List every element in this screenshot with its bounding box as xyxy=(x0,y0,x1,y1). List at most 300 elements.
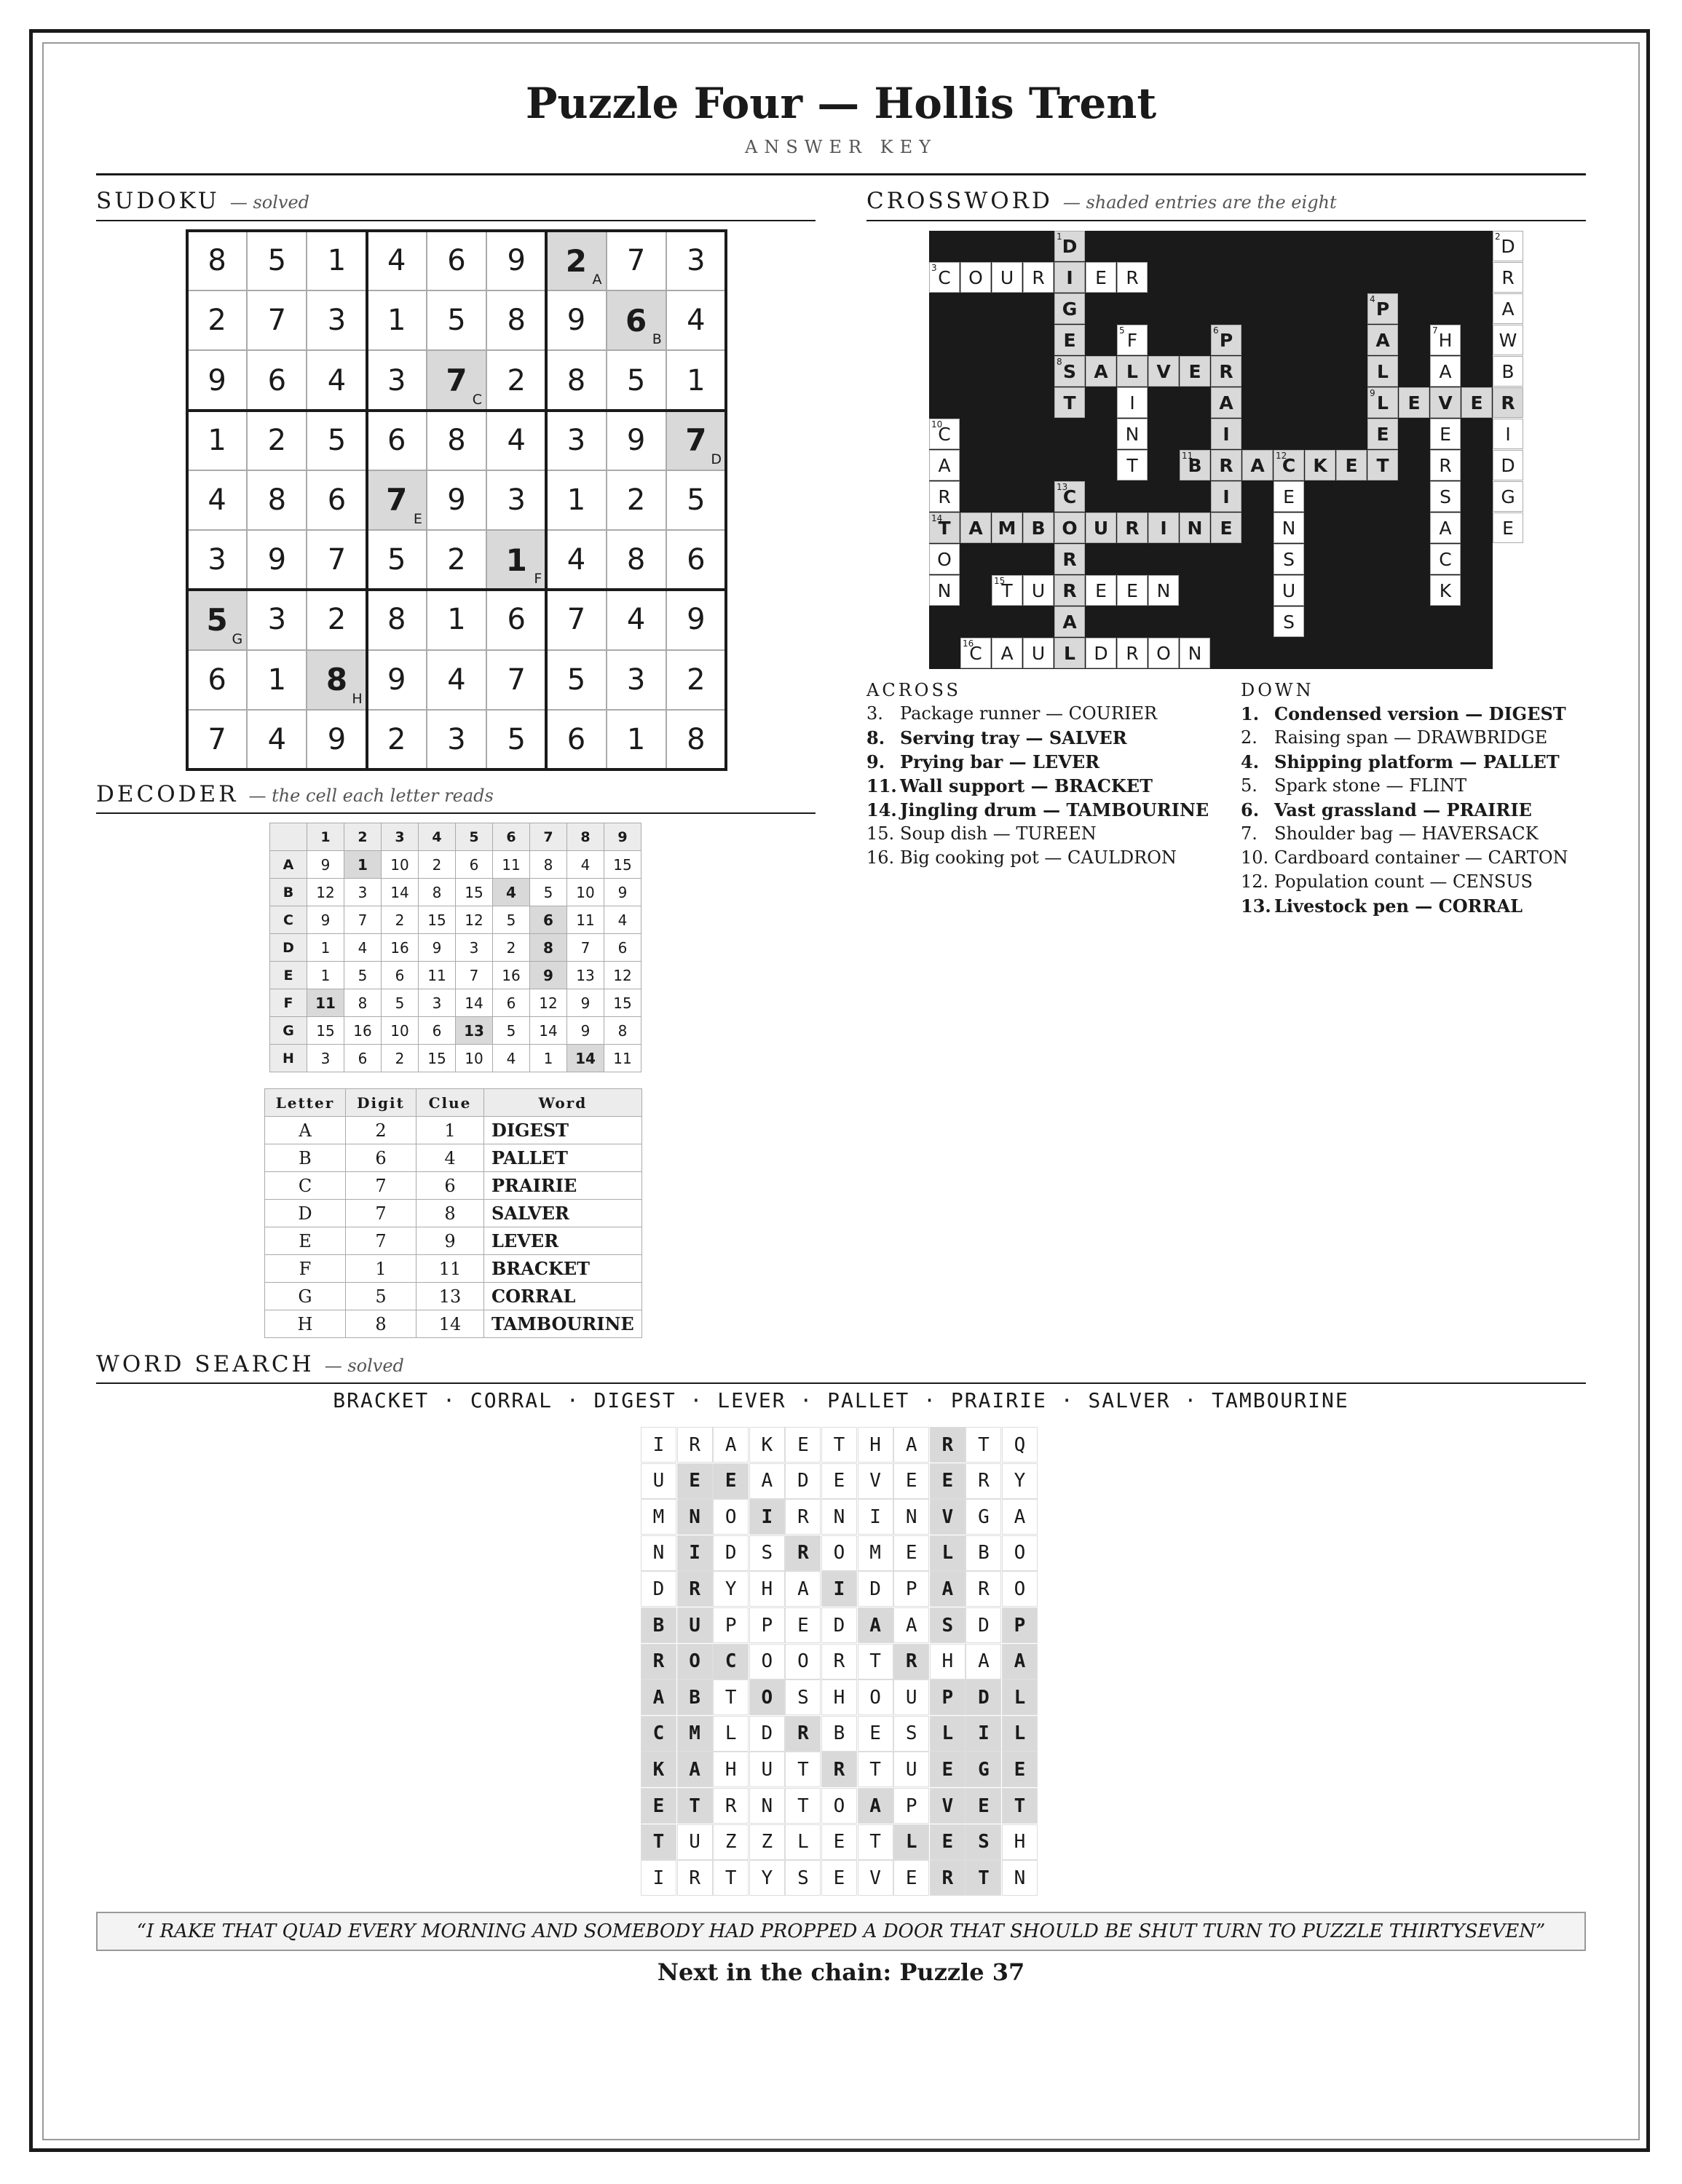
decoder-cell: 1 xyxy=(307,962,344,989)
decoder-cell: 15 xyxy=(604,989,641,1017)
sudoku-cell xyxy=(247,411,307,470)
clue-item xyxy=(1241,703,1566,724)
crossword-letter: R xyxy=(1219,360,1233,382)
wordsearch-cell: L xyxy=(930,1535,966,1571)
sudoku-digit: 9 xyxy=(267,543,287,577)
crossword-cell xyxy=(1367,450,1398,480)
wordsearch-cell: O xyxy=(677,1644,713,1679)
sudoku-cell xyxy=(607,650,666,710)
crossword-clue-number: 16 xyxy=(963,638,974,649)
sudoku-cell xyxy=(187,290,247,350)
sudoku-digit: 7 xyxy=(685,422,707,459)
crossword-cell xyxy=(929,575,960,606)
wordsearch-cell: E xyxy=(821,1463,857,1499)
key-row xyxy=(265,1310,642,1338)
crossword-cell xyxy=(1086,575,1116,606)
wordsearch-cell: S xyxy=(785,1860,821,1896)
clue-number: 16. xyxy=(866,847,895,868)
wordsearch-cell: R xyxy=(785,1499,821,1535)
decoder-cell: 13 xyxy=(456,1017,493,1045)
sudoku-digit: 9 xyxy=(566,304,586,338)
key-cell: 1 xyxy=(346,1255,416,1283)
wordsearch-cell: H xyxy=(713,1752,749,1787)
decoder-cell: 8 xyxy=(530,851,567,879)
crossword-clue-number: 3 xyxy=(931,263,937,273)
sudoku-cell xyxy=(427,710,486,769)
sudoku-digit: 7 xyxy=(507,662,526,697)
crossword-cell xyxy=(1336,450,1367,480)
crossword-letter: C xyxy=(1439,548,1452,570)
clue-text: Jingling drum — TAMBOURINE xyxy=(900,799,1209,820)
crossword-letter: B xyxy=(1501,360,1515,382)
crossword-letter: E xyxy=(1407,392,1421,414)
sudoku-digit: 4 xyxy=(566,543,586,577)
crossword-cell xyxy=(1054,544,1085,574)
wordsearch-cell: T xyxy=(858,1644,893,1679)
wordsearch-cell: E xyxy=(785,1427,821,1463)
clue-text: Population count — CENSUS xyxy=(1274,871,1533,892)
wordsearch-cell: L xyxy=(930,1716,966,1752)
sudoku-digit: 1 xyxy=(566,483,586,517)
crossword-cell xyxy=(1086,262,1116,293)
sudoku-cell xyxy=(486,530,546,590)
sudoku-digit: 2 xyxy=(208,304,226,338)
crossword-letter: A xyxy=(1439,360,1452,382)
sudoku-cell xyxy=(666,231,726,290)
decoder-cell: 9 xyxy=(419,934,456,962)
wordsearch-cell: Q xyxy=(1002,1427,1038,1463)
clue-item xyxy=(1241,727,1547,748)
wordsearch-cell: I xyxy=(821,1571,857,1607)
wordsearch-heading xyxy=(96,1351,404,1377)
clue-text: Livestock pen — CORRAL xyxy=(1274,895,1523,917)
wordsearch-cell: R xyxy=(966,1571,1001,1607)
decoder-cell: 15 xyxy=(307,1017,344,1045)
wordsearch-cell: B xyxy=(821,1716,857,1752)
decoder-cell: 6 xyxy=(344,1045,382,1072)
clue-number: 11. xyxy=(866,775,897,796)
wordsearch-cell: R xyxy=(930,1427,966,1463)
clue-item xyxy=(866,799,1209,820)
sudoku-digit: 3 xyxy=(507,483,526,517)
sudoku-cell xyxy=(367,710,427,769)
crossword-cell xyxy=(1430,513,1461,543)
crossword-letter: S xyxy=(1062,360,1076,382)
crossword-cell xyxy=(1274,544,1304,574)
crossword-letter: O xyxy=(1062,517,1078,539)
sudoku-cell xyxy=(546,530,606,590)
wordsearch-cell: E xyxy=(893,1535,929,1571)
sudoku-cell xyxy=(546,590,606,649)
wordsearch-cell: A xyxy=(893,1607,929,1643)
clue-number: 8. xyxy=(866,727,885,748)
wordsearch-cell: O xyxy=(749,1679,785,1715)
decoder-cell: 15 xyxy=(604,851,641,879)
wordsearch-cell: H xyxy=(858,1427,893,1463)
crossword-letter: E xyxy=(1376,423,1389,445)
crossword-letter: O xyxy=(968,266,983,288)
decoder-cell: 6 xyxy=(419,1017,456,1045)
decoder-col-header: 9 xyxy=(604,823,641,851)
decoder-row xyxy=(270,851,641,879)
crossword-letter: R xyxy=(1126,266,1139,288)
sudoku-digit: 4 xyxy=(626,603,646,637)
wordsearch-cell: B xyxy=(677,1679,713,1715)
wordsearch-cell: O xyxy=(713,1499,749,1535)
crossword-letter: S xyxy=(1440,486,1451,507)
sudoku-digit: 1 xyxy=(267,662,287,697)
wordsearch-cell: R xyxy=(821,1644,857,1679)
clue-item xyxy=(866,775,1153,796)
sudoku-cell xyxy=(187,530,247,590)
clue-number: 9. xyxy=(866,751,885,772)
wordsearch-cell: U xyxy=(893,1752,929,1787)
sudoku-digit: 4 xyxy=(327,363,347,397)
sudoku-cell xyxy=(607,710,666,769)
crossword-clue-number: 10 xyxy=(931,419,943,430)
sudoku-box-line xyxy=(545,229,548,771)
crossword-letter: A xyxy=(1375,329,1390,351)
crossword-letter: A xyxy=(938,454,951,476)
crossword-heading-note: — shaded entries are the eight xyxy=(1062,192,1337,213)
crossword-letter: U xyxy=(1093,517,1109,539)
crossword-cell xyxy=(1211,513,1241,543)
crossword-cell xyxy=(1430,356,1461,387)
crossword-letter: H xyxy=(1438,329,1453,351)
wordsearch-cell: A xyxy=(1002,1644,1038,1679)
crossword-letter: C xyxy=(938,423,951,445)
sudoku-cell xyxy=(486,290,546,350)
wordsearch-cell: V xyxy=(930,1788,966,1824)
crossword-cell xyxy=(992,262,1022,293)
wordsearch-cell: U xyxy=(893,1679,929,1715)
decoder-cell: 9 xyxy=(530,962,567,989)
clue-item xyxy=(1241,799,1532,820)
crossword-cell xyxy=(1054,638,1085,668)
sudoku-cell xyxy=(427,470,486,530)
wordsearch-cell: E xyxy=(858,1716,893,1752)
decoder-cell: 9 xyxy=(567,1017,604,1045)
crossword-letter: R xyxy=(1126,642,1139,664)
wordsearch-cell: A xyxy=(893,1427,929,1463)
sudoku-cell xyxy=(307,650,366,710)
decoder-row-label: G xyxy=(270,1017,307,1045)
crossword-letter: C xyxy=(1062,486,1077,507)
wordsearch-cell: L xyxy=(785,1824,821,1860)
decoder-cell: 8 xyxy=(419,879,456,906)
crossword-cell xyxy=(1493,513,1523,543)
clue-number: 2. xyxy=(1241,727,1257,748)
wordsearch-cell: R xyxy=(677,1860,713,1896)
wordsearch-cell: E xyxy=(930,1752,966,1787)
clue-text: Vast grassland — PRAIRIE xyxy=(1274,799,1532,820)
decoder-row xyxy=(270,879,641,906)
sudoku-digit: 7 xyxy=(626,244,646,278)
crossword-cell xyxy=(960,638,991,668)
page-title: Puzzle Four — Hollis Trent xyxy=(525,79,1157,128)
wordsearch-cell: T xyxy=(641,1824,676,1860)
sudoku-cell xyxy=(666,650,726,710)
sudoku-box-line xyxy=(186,409,727,412)
wordsearch-cell: O xyxy=(785,1644,821,1679)
sudoku-box-line xyxy=(366,229,368,771)
wordsearch-cell: U xyxy=(641,1463,676,1499)
crossword-cell xyxy=(1493,387,1523,418)
crossword-cell xyxy=(1148,575,1179,606)
wordsearch-cell: N xyxy=(821,1499,857,1535)
wordsearch-cell: N xyxy=(749,1788,785,1824)
decoder-cell: 7 xyxy=(344,906,382,934)
sudoku-box-line xyxy=(724,229,727,771)
sudoku-digit: 1 xyxy=(687,363,706,397)
sudoku-box-line xyxy=(186,768,727,771)
key-cell: 11 xyxy=(416,1255,484,1283)
wordsearch-cell: Y xyxy=(749,1860,785,1896)
sudoku-cell xyxy=(486,350,546,410)
wordsearch-cell: N xyxy=(893,1499,929,1535)
sudoku-cell xyxy=(187,350,247,410)
crossword-cell xyxy=(992,513,1022,543)
crossword-cell xyxy=(1274,513,1304,543)
key-cell: 7 xyxy=(346,1227,416,1255)
decoder-cell: 11 xyxy=(567,906,604,934)
crossword-clue-number: 6 xyxy=(1213,325,1219,336)
crossword-cell xyxy=(1493,293,1523,324)
crossword-clue-number: 13 xyxy=(1057,482,1068,492)
wordsearch-cell: P xyxy=(893,1571,929,1607)
crossword-cell xyxy=(1430,419,1461,449)
sudoku-digit: 9 xyxy=(687,603,706,637)
sudoku-cell xyxy=(187,411,247,470)
sudoku-digit: 8 xyxy=(566,363,586,397)
wordsearch-cell: V xyxy=(858,1463,893,1499)
decoder-col-header: 5 xyxy=(456,823,493,851)
crossword-letter: V xyxy=(1438,392,1453,414)
wordsearch-cell: L xyxy=(893,1824,929,1860)
sudoku-cell xyxy=(607,411,666,470)
sudoku-cell xyxy=(247,350,307,410)
crossword-cell xyxy=(1054,513,1085,543)
wordsearch-cell: H xyxy=(821,1679,857,1715)
decoder-cell: 12 xyxy=(307,879,344,906)
clue-item xyxy=(866,847,1177,868)
clue-item xyxy=(1241,895,1523,917)
wordsearch-cell: T xyxy=(713,1860,749,1896)
sudoku-digit: 5 xyxy=(327,423,347,457)
decoder-row-label: B xyxy=(270,879,307,906)
crossword-letter: U xyxy=(1000,266,1014,288)
wordsearch-cell: E xyxy=(930,1463,966,1499)
wordsearch-cell: S xyxy=(749,1535,785,1571)
clue-number: 7. xyxy=(1241,823,1257,844)
decoder-cell: 9 xyxy=(567,989,604,1017)
crossword-cell xyxy=(1274,575,1304,606)
crossword-cell xyxy=(1367,419,1398,449)
decoder-row xyxy=(270,962,641,989)
decoder-cell: 1 xyxy=(530,1045,567,1072)
wordsearch-cell: K xyxy=(749,1427,785,1463)
wordsearch-cell: R xyxy=(641,1644,676,1679)
crossword-letter: B xyxy=(1188,454,1202,476)
decoder-cell: 2 xyxy=(382,906,419,934)
key-row xyxy=(265,1283,642,1310)
crossword-clue-number: 9 xyxy=(1370,388,1375,398)
sudoku-digit: 6 xyxy=(566,722,586,756)
wordsearch-cell: L xyxy=(713,1716,749,1752)
across-heading: ACROSS xyxy=(866,680,961,700)
sudoku-cell xyxy=(187,590,247,649)
sudoku-cell-tag: A xyxy=(592,272,602,288)
wordsearch-cell: E xyxy=(930,1824,966,1860)
sudoku-cell xyxy=(486,710,546,769)
sudoku-cell xyxy=(666,470,726,530)
sudoku-cell xyxy=(427,350,486,410)
crossword-cell xyxy=(1430,387,1461,418)
key-cell: G xyxy=(265,1283,346,1310)
wordsearch-heading-note: — solved xyxy=(324,1356,404,1376)
decoder-heading-label: DECODER xyxy=(96,781,239,807)
sudoku-digit: 5 xyxy=(267,244,287,278)
crossword-cell xyxy=(1117,387,1148,418)
wordsearch-cell: L xyxy=(1002,1679,1038,1715)
key-cell: 5 xyxy=(346,1283,416,1310)
wordsearch-cell: I xyxy=(641,1860,676,1896)
crossword-cell xyxy=(1493,419,1523,449)
decoder-cell: 11 xyxy=(493,851,530,879)
crossword-cell xyxy=(1211,387,1241,418)
decoder-cell: 16 xyxy=(493,962,530,989)
wordsearch-cell: D xyxy=(858,1571,893,1607)
wordsearch-cell: K xyxy=(641,1752,676,1787)
wordsearch-cell: T xyxy=(785,1752,821,1787)
sudoku-digit: 2 xyxy=(626,483,646,517)
crossword-cell xyxy=(1117,262,1148,293)
sudoku-cell-tag: C xyxy=(472,391,483,408)
crossword-letter: L xyxy=(1126,360,1138,382)
decoder-row-label: A xyxy=(270,851,307,879)
clue-number: 14. xyxy=(866,799,897,820)
decoder-cell: 2 xyxy=(493,934,530,962)
crossword-letter: R xyxy=(1062,548,1077,570)
sudoku-cell xyxy=(486,411,546,470)
sudoku-digit: 4 xyxy=(208,483,226,517)
decoder-cell: 4 xyxy=(344,934,382,962)
sudoku-digit: 2 xyxy=(327,603,347,637)
wordsearch-cell: A xyxy=(713,1427,749,1463)
decoder-cell: 14 xyxy=(530,1017,567,1045)
sudoku-cell xyxy=(307,590,366,649)
crossword-cell xyxy=(1117,638,1148,668)
clue-text: Condensed version — DIGEST xyxy=(1274,703,1566,724)
crossword-letter: L xyxy=(1377,360,1389,382)
key-row xyxy=(265,1117,642,1144)
decoder-cell: 3 xyxy=(307,1045,344,1072)
wordsearch-cell: T xyxy=(677,1788,713,1824)
sudoku-digit: 2 xyxy=(387,722,406,756)
wordsearch-cell: E xyxy=(641,1788,676,1824)
crossword-letter: R xyxy=(1032,266,1045,288)
clue-number: 3. xyxy=(866,703,883,724)
crossword-letter: E xyxy=(1440,423,1451,445)
wordsearch-cell: R xyxy=(677,1571,713,1607)
decoder-cell: 10 xyxy=(382,1017,419,1045)
clue-number: 5. xyxy=(1241,775,1257,796)
clue-item xyxy=(866,727,1127,748)
sudoku-digit: 3 xyxy=(208,543,226,577)
decoder-heading xyxy=(96,781,494,807)
clue-item xyxy=(866,703,1157,724)
crossword-letter: T xyxy=(938,517,951,539)
crossword-cell xyxy=(929,262,960,293)
wordsearch-rule xyxy=(96,1382,1586,1384)
decoder-cell: 7 xyxy=(567,934,604,962)
crossword-letter: D xyxy=(1094,642,1108,664)
wordsearch-cell: G xyxy=(966,1499,1001,1535)
decoder-header-row xyxy=(270,823,641,851)
wordsearch-cell: A xyxy=(858,1607,893,1643)
sudoku-cell xyxy=(427,231,486,290)
decoder-cell: 9 xyxy=(604,879,641,906)
crossword-letter: E xyxy=(1502,517,1514,539)
decoder-cell: 5 xyxy=(530,879,567,906)
crossword-cell xyxy=(929,513,960,543)
crossword-letter: N xyxy=(1125,423,1140,445)
crossword-rule xyxy=(866,220,1586,221)
sudoku-cell xyxy=(666,290,726,350)
decoder-cell: 7 xyxy=(456,962,493,989)
clue-number: 15. xyxy=(866,823,895,844)
wordsearch-cell: Y xyxy=(713,1571,749,1607)
sudoku-digit: 2 xyxy=(507,363,526,397)
decoder-cell: 9 xyxy=(307,906,344,934)
crossword-cell xyxy=(1493,262,1523,293)
sudoku-cell xyxy=(607,350,666,410)
sudoku-cell xyxy=(367,590,427,649)
crossword-cell xyxy=(929,450,960,480)
crossword-cell xyxy=(1117,575,1148,606)
crossword-letter: E xyxy=(1283,486,1295,507)
decoder-cell: 16 xyxy=(344,1017,382,1045)
wordsearch-cell: R xyxy=(893,1644,929,1679)
crossword-letter: K xyxy=(1313,454,1327,476)
decoder-row-label: D xyxy=(270,934,307,962)
sudoku-digit: 9 xyxy=(626,423,646,457)
sudoku-cell xyxy=(307,411,366,470)
crossword-cell xyxy=(1211,481,1241,512)
key-row xyxy=(265,1200,642,1227)
crossword-letter: M xyxy=(998,517,1016,539)
crossword-letter: E xyxy=(1063,329,1076,351)
crossword-clue-number: 11 xyxy=(1182,451,1193,461)
crossword-letter: E xyxy=(1345,454,1358,476)
crossword-letter: E xyxy=(1470,392,1483,414)
sudoku-digit: 5 xyxy=(507,722,526,756)
decoder-row-label: E xyxy=(270,962,307,989)
crossword-letter: N xyxy=(937,579,952,601)
crossword-cell xyxy=(1148,638,1179,668)
wordsearch-cell: T xyxy=(821,1427,857,1463)
decoder-col-header: 4 xyxy=(419,823,456,851)
wordsearch-cell: A xyxy=(966,1644,1001,1679)
crossword-cell xyxy=(1023,513,1054,543)
crossword-cell xyxy=(1493,481,1523,512)
sudoku-cell xyxy=(666,411,726,470)
key-cell: 8 xyxy=(416,1200,484,1227)
decoder-heading-note: — the cell each letter reads xyxy=(248,786,494,806)
wordsearch-cell: O xyxy=(821,1535,857,1571)
wordsearch-cell: U xyxy=(749,1752,785,1787)
sudoku-cell xyxy=(367,411,427,470)
